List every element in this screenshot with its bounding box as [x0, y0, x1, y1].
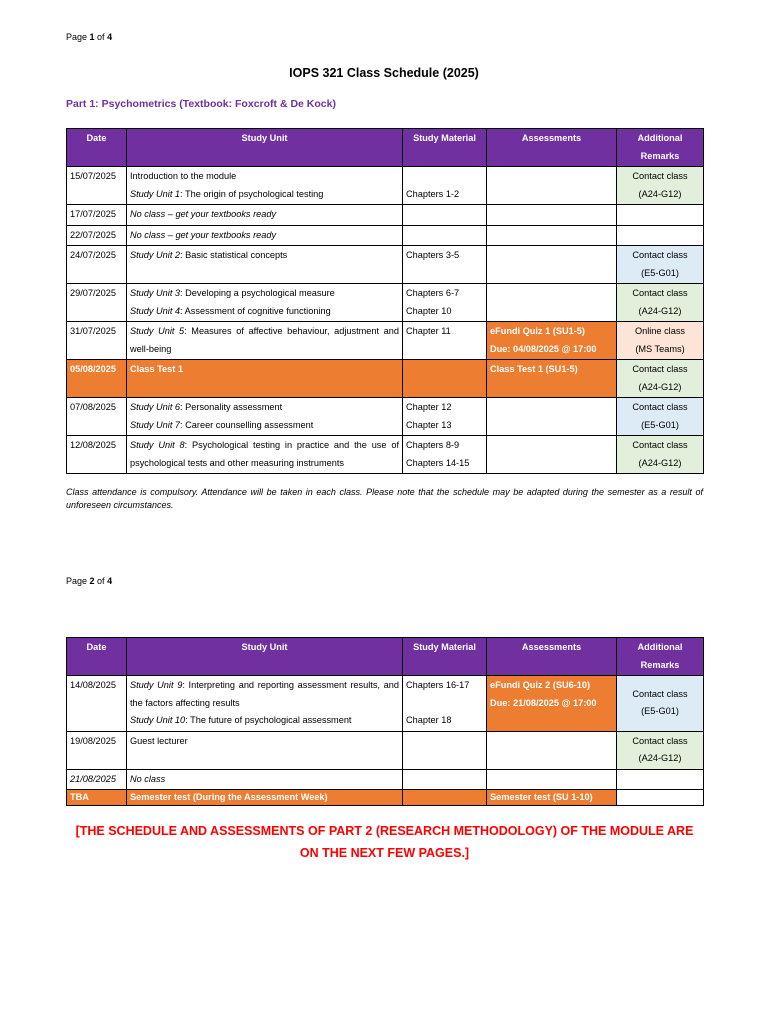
assessment-cell: Class Test 1 (SU1-5): [487, 360, 617, 398]
attendance-note: Class attendance is compulsory. Attendance will be taken in each class. Please note that the schedule may be adapted during the semester as a result of unforeseen circumstances.: [66, 487, 703, 510]
schedule-table-1: [66, 128, 704, 474]
study-unit-cell: Study Unit 5: Measures of affective behaviour, adjustment and well-being: [127, 322, 403, 360]
header-date: Date: [67, 129, 127, 167]
date-cell: 21/08/2025: [67, 769, 127, 790]
remarks-cell: Contact class (A24-G12): [617, 731, 704, 769]
study-unit-cell: Study Unit 3: Developing a psychological measure Study Unit 4: Assessment of cognitive functioning: [127, 284, 403, 322]
study-material-cell: Chapters 6-7 Chapter 10: [403, 284, 487, 322]
date-cell: 24/07/2025: [67, 246, 127, 284]
header-study-material: Study Material: [403, 129, 487, 167]
study-unit-cell: Semester test (During the Assessment Week): [127, 790, 403, 806]
study-unit-cell: No class – get your textbooks ready: [127, 205, 403, 226]
study-unit-cell: Study Unit 8: Psychological testing in practice and the use of psychological tests and other measuring instruments: [127, 436, 403, 474]
study-unit-cell: Guest lecturer: [127, 731, 403, 769]
table-row: [67, 284, 704, 322]
table-row: [67, 676, 704, 732]
study-unit-cell: No class: [127, 769, 403, 790]
study-material-cell: Chapters 16-17 Chapter 18: [403, 676, 487, 732]
date-cell: 31/07/2025: [67, 322, 127, 360]
schedule-table-2: [66, 637, 704, 806]
table-row: [67, 769, 704, 790]
table-row-semester-test: [67, 790, 704, 806]
remarks-cell: Contact class (A24-G12): [617, 360, 704, 398]
date-cell: 14/08/2025: [67, 676, 127, 732]
date-cell: 19/08/2025: [67, 731, 127, 769]
date-cell: 15/07/2025: [67, 167, 127, 205]
study-material-cell: Chapters 1-2: [403, 167, 487, 205]
study-unit-cell: Introduction to the module Study Unit 1: The origin of psychological testing: [127, 167, 403, 205]
remarks-cell: Contact class (A24-G12): [617, 436, 704, 474]
date-cell: 05/08/2025: [67, 360, 127, 398]
study-unit-cell: Study Unit 2: Basic statistical concepts: [127, 246, 403, 284]
header-study-material: Study Material: [403, 638, 487, 676]
study-unit-cell: Study Unit 6: Personality assessment Study Unit 7: Career counselling assessment: [127, 398, 403, 436]
page-number-2: Page 2 of 4: [66, 576, 113, 586]
date-cell: 29/07/2025: [67, 284, 127, 322]
table-row: [67, 225, 704, 246]
study-material-cell: Chapter 12 Chapter 13: [403, 398, 487, 436]
table-row: [67, 322, 704, 360]
header-remarks: Additional Remarks: [617, 129, 704, 167]
header-assessments: Assessments: [487, 129, 617, 167]
remarks-cell: Contact class (A24-G12): [617, 167, 704, 205]
table-row-class-test: [67, 360, 704, 398]
table-row: [67, 167, 704, 205]
assessment-cell: [487, 167, 617, 205]
date-cell: 17/07/2025: [67, 205, 127, 226]
remarks-cell: Online class (MS Teams): [617, 322, 704, 360]
table-row: [67, 246, 704, 284]
header-date: Date: [67, 638, 127, 676]
table-row: [67, 436, 704, 474]
remarks-cell: Contact class (E5-G01): [617, 246, 704, 284]
date-cell: TBA: [67, 790, 127, 806]
header-study-unit: Study Unit: [127, 638, 403, 676]
study-material-cell: Chapter 11: [403, 322, 487, 360]
assessment-cell: Semester test (SU 1-10): [487, 790, 617, 806]
table-header-row: [67, 638, 704, 676]
remarks-cell: Contact class (A24-G12): [617, 284, 704, 322]
table-header-row: [67, 129, 704, 167]
study-unit-cell: No class – get your textbooks ready: [127, 225, 403, 246]
study-material-cell: Chapters 8-9 Chapters 14-15: [403, 436, 487, 474]
date-cell: 22/07/2025: [67, 225, 127, 246]
study-unit-cell: Study Unit 9: Interpreting and reporting assessment results, and the factors affecting results Study Unit 10: The future of psychological assessment: [127, 676, 403, 732]
assessment-cell: eFundi Quiz 2 (SU6-10) Due: 21/08/2025 @ 17:00: [487, 676, 617, 732]
date-cell: 12/08/2025: [67, 436, 127, 474]
table-row: [67, 205, 704, 226]
remarks-cell: Contact class (E5-G01): [617, 398, 704, 436]
page-number-1: Page 1 of 4: [66, 32, 113, 42]
remarks-cell: Contact class (E5-G01): [617, 676, 704, 732]
study-material-cell: Chapters 3-5: [403, 246, 487, 284]
header-assessments: Assessments: [487, 638, 617, 676]
table-row: [67, 398, 704, 436]
table-row: [67, 731, 704, 769]
document-title: IOPS 321 Class Schedule (2025): [289, 66, 479, 80]
date-cell: 07/08/2025: [67, 398, 127, 436]
next-pages-notice: [THE SCHEDULE AND ASSESSMENTS OF PART 2 (RESEARCH METHODOLOGY) OF THE MODULE ARE ON THE NEXT FEW PAGES.]: [75, 824, 694, 860]
header-remarks: Additional Remarks: [617, 638, 704, 676]
header-study-unit: Study Unit: [127, 129, 403, 167]
assessment-cell: eFundi Quiz 1 (SU1-5) Due: 04/08/2025 @ 17:00: [487, 322, 617, 360]
part1-heading: Part 1: Psychometrics (Textbook: Foxcroft & De Kock): [66, 98, 336, 110]
study-unit-cell: Class Test 1: [127, 360, 403, 398]
